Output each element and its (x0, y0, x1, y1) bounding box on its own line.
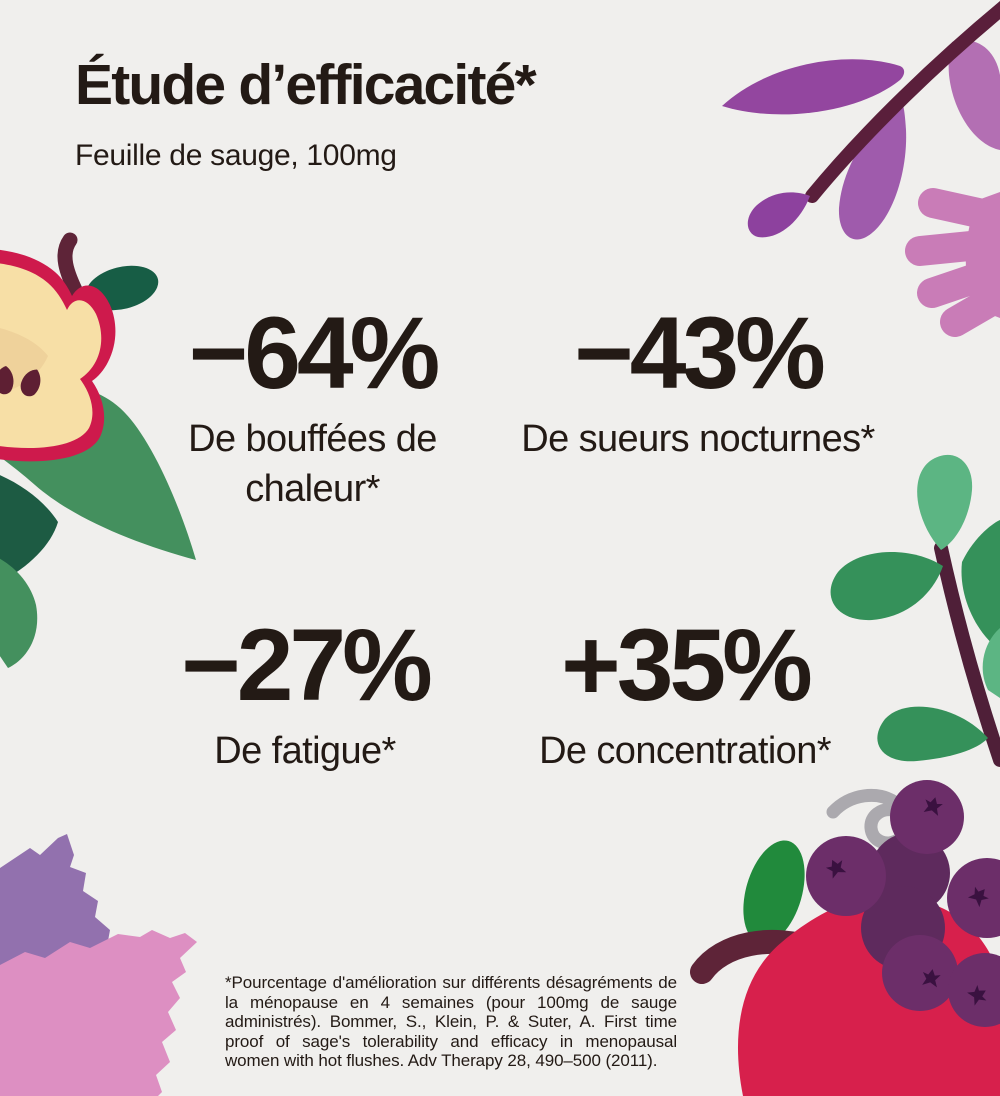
page-subtitle: Feuille de sauge, 100mg (75, 139, 397, 173)
stat-value: −27% (181, 608, 429, 722)
study-footnote: *Pourcentage d'amélioration sur différents désagréments de la ménopause en 4 semaines (pour 100mg de sauge administrés). Bommer, S., Klein, P. & Suter, A. First time proof of sage's tolerability and efficacy in menopausal women with hot flushes. Adv Therapy 28, 490–500 (2011). (225, 973, 677, 1070)
stat-concentration (478, 608, 892, 776)
stat-fatigue (140, 608, 470, 776)
stat-label: De concentration* (539, 730, 831, 772)
stat-value: +35% (561, 608, 809, 722)
page-title: Étude d’efficacité* (75, 53, 535, 117)
header (75, 53, 535, 173)
stat-label: De sueurs nocturnes* (521, 418, 875, 460)
stat-value: −43% (574, 296, 822, 410)
stat-value: −64% (188, 296, 437, 410)
stat-night-sweats (518, 296, 878, 464)
stat-label: De bouffées de chaleur* (188, 418, 437, 511)
stat-label: De fatigue* (214, 730, 396, 772)
stat-hot-flashes (145, 296, 480, 514)
